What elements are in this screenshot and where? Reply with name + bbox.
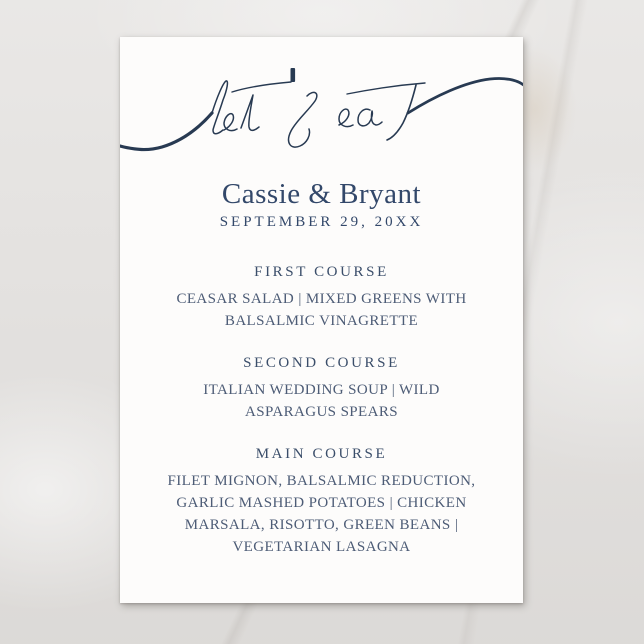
lets-eat-script	[120, 37, 523, 167]
script-letter-a	[358, 109, 382, 126]
course-section-second	[120, 354, 523, 423]
course-title: SECOND COURSE	[243, 355, 400, 371]
course-title: MAIN COURSE	[255, 446, 388, 462]
menu-card	[120, 37, 523, 603]
course-line: VEGETARIAN LASAGNA	[232, 539, 411, 555]
script-right-flourish	[408, 78, 523, 113]
script-letter-s	[289, 92, 317, 147]
event-date: SEPTEMBER 29, 20XX	[219, 214, 424, 230]
course-section-main	[120, 445, 523, 558]
script-letter-e2	[339, 109, 353, 126]
course-line: CEASAR SALAD | MIXED GREENS WITH	[176, 291, 467, 307]
script-letter-e1	[224, 114, 237, 131]
course-title: FIRST COURSE	[254, 264, 389, 280]
course-line: ITALIAN WEDDING SOUP | WILD	[203, 382, 440, 398]
course-line: GARLIC MASHED POTATOES | CHICKEN	[176, 495, 467, 511]
couple-names: Cassie & Bryant	[221, 178, 422, 210]
script-letter-t2	[387, 85, 416, 140]
script-t1-crossbar	[232, 82, 291, 92]
script-left-flourish	[120, 113, 212, 150]
course-line: BALSALMIC VINAGRETTE	[224, 313, 419, 329]
course-line: MARSALA, RISOTTO, GREEN BEANS |	[184, 517, 459, 533]
course-section-first	[120, 263, 523, 332]
script-letter-t1	[241, 95, 259, 130]
course-line: FILET MIGNON, BALSALMIC REDUCTION,	[167, 473, 476, 489]
script-apostrophe	[291, 68, 296, 82]
course-line: ASPARAGUS SPEARS	[245, 404, 398, 420]
